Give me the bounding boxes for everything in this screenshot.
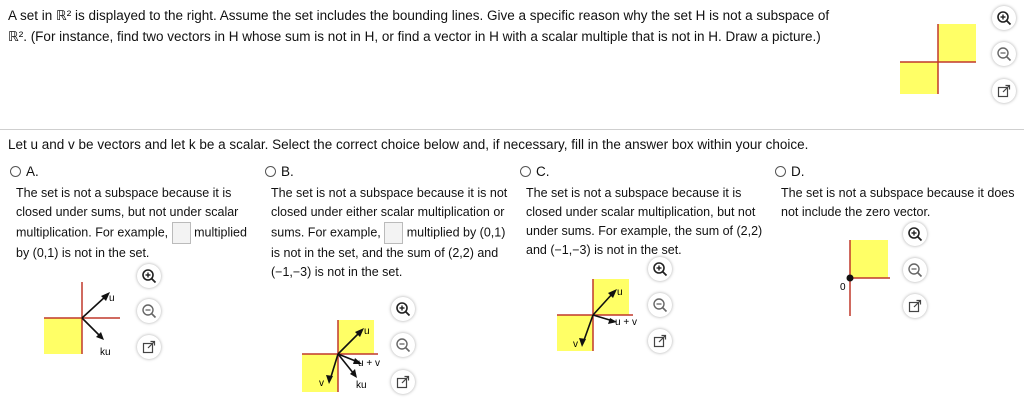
choice-d-radio[interactable]: [775, 166, 786, 177]
zoom-out-icon: [395, 337, 411, 353]
zoom-out-icon: [652, 297, 668, 313]
choice-a-header[interactable]: [10, 164, 39, 179]
choice-a-text-2: multiplied by (0,1) is not in the set.: [16, 225, 247, 260]
choice-b-figure: [300, 318, 390, 396]
choice-a-zoom-out-button[interactable]: [137, 299, 161, 323]
choice-d-label-zero: 0: [840, 282, 846, 293]
choice-d-text: [781, 184, 1017, 222]
choice-a-letter: A.: [26, 164, 39, 179]
choice-b-text-2: multiplied by (0,1) is not in the set, and the sum of (2,2) and (−1,−3) is not in the set.: [271, 225, 506, 279]
choice-a-popout-button[interactable]: [137, 335, 161, 359]
section-divider: [0, 129, 1024, 130]
choice-a-answer-box[interactable]: [172, 222, 191, 244]
choice-b-answer-box[interactable]: [384, 222, 403, 244]
popout-icon: [142, 340, 156, 354]
choice-a-radio[interactable]: [10, 166, 21, 177]
choice-b-popout-button[interactable]: [391, 370, 415, 394]
choice-d-letter: D.: [791, 164, 805, 179]
choice-b-label-uv: u + v: [358, 358, 380, 369]
popout-icon: [396, 375, 410, 389]
set-h-figure: [898, 22, 978, 96]
choice-a-zoom-in-button[interactable]: [137, 264, 161, 288]
choice-a-label-ku: ku: [100, 347, 111, 358]
zoom-out-button[interactable]: [992, 42, 1016, 66]
choice-b-label-v: v: [319, 378, 324, 389]
zoom-out-icon: [907, 262, 923, 278]
choice-c-text: [526, 184, 771, 260]
question-text: [8, 5, 888, 47]
choice-a-label-u: u: [109, 293, 115, 304]
choice-c-text-1: The set is not a subspace because it is closed under scalar multiplication, but not under sums. For example, the sum of (2,2) and (−1,−3) is not in the set.: [526, 186, 763, 257]
choice-d-text-1: The set is not a subspace because it does not include the zero vector.: [781, 186, 1015, 219]
popout-button[interactable]: [992, 79, 1016, 103]
choice-b-text-1: The set is not a subspace because it is not closed under either scalar multiplication or sums. For example,: [271, 186, 508, 240]
choice-d-zoom-out-button[interactable]: [903, 258, 927, 282]
choice-c-figure: [555, 277, 645, 355]
choice-a-text-1: The set is not a subspace because it is closed under sums, but not under scalar multiplication. For example,: [16, 186, 239, 240]
choice-c-popout-button[interactable]: [648, 329, 672, 353]
choice-b-label-ku: ku: [356, 380, 367, 391]
choice-d-zoom-in-button[interactable]: [903, 222, 927, 246]
choice-b-label-u: u: [364, 326, 370, 337]
choice-c-radio[interactable]: [520, 166, 531, 177]
choice-c-label-uv: u + v: [615, 317, 637, 328]
choice-b-text: [271, 184, 516, 282]
choice-b-letter: B.: [281, 164, 294, 179]
instruction-text: Let u and v be vectors and let k be a scalar. Select the correct choice below and, if necessary, fill in the answer box within your choice.: [8, 137, 809, 152]
choice-c-label-v: v: [573, 339, 578, 350]
zoom-out-icon: [141, 303, 157, 319]
choice-b-header[interactable]: [265, 164, 294, 179]
choice-b-zoom-out-button[interactable]: [391, 333, 415, 357]
zoom-out-icon: [996, 46, 1012, 62]
choice-c-zoom-in-button[interactable]: [648, 257, 672, 281]
question-line-1: A set in ℝ² is displayed to the right. Assume the set includes the bounding lines. Give a specific reason why the set H is not a subspace of: [8, 8, 830, 23]
choice-a-figure: [44, 280, 134, 360]
choice-b-zoom-in-button[interactable]: [391, 297, 415, 321]
choice-c-label-u: u: [617, 287, 623, 298]
choice-a-text: [16, 184, 259, 263]
zoom-in-icon: [395, 301, 411, 317]
choice-c-header[interactable]: [520, 164, 550, 179]
zoom-in-icon: [907, 226, 923, 242]
popout-icon: [997, 84, 1011, 98]
choice-c-zoom-out-button[interactable]: [648, 293, 672, 317]
zoom-in-icon: [141, 268, 157, 284]
choice-b-radio[interactable]: [265, 166, 276, 177]
zoom-in-icon: [652, 261, 668, 277]
popout-icon: [908, 299, 922, 313]
zoom-in-icon: [996, 10, 1012, 26]
choice-d-header[interactable]: [775, 164, 805, 179]
choice-d-figure: [812, 238, 892, 318]
question-line-2: ℝ². (For instance, find two vectors in H whose sum is not in H, or find a vector in H with a scalar multiple that is not in H. Draw a picture.): [8, 29, 821, 44]
popout-icon: [653, 334, 667, 348]
zoom-in-button[interactable]: [992, 6, 1016, 30]
choice-d-popout-button[interactable]: [903, 294, 927, 318]
choice-c-letter: C.: [536, 164, 550, 179]
